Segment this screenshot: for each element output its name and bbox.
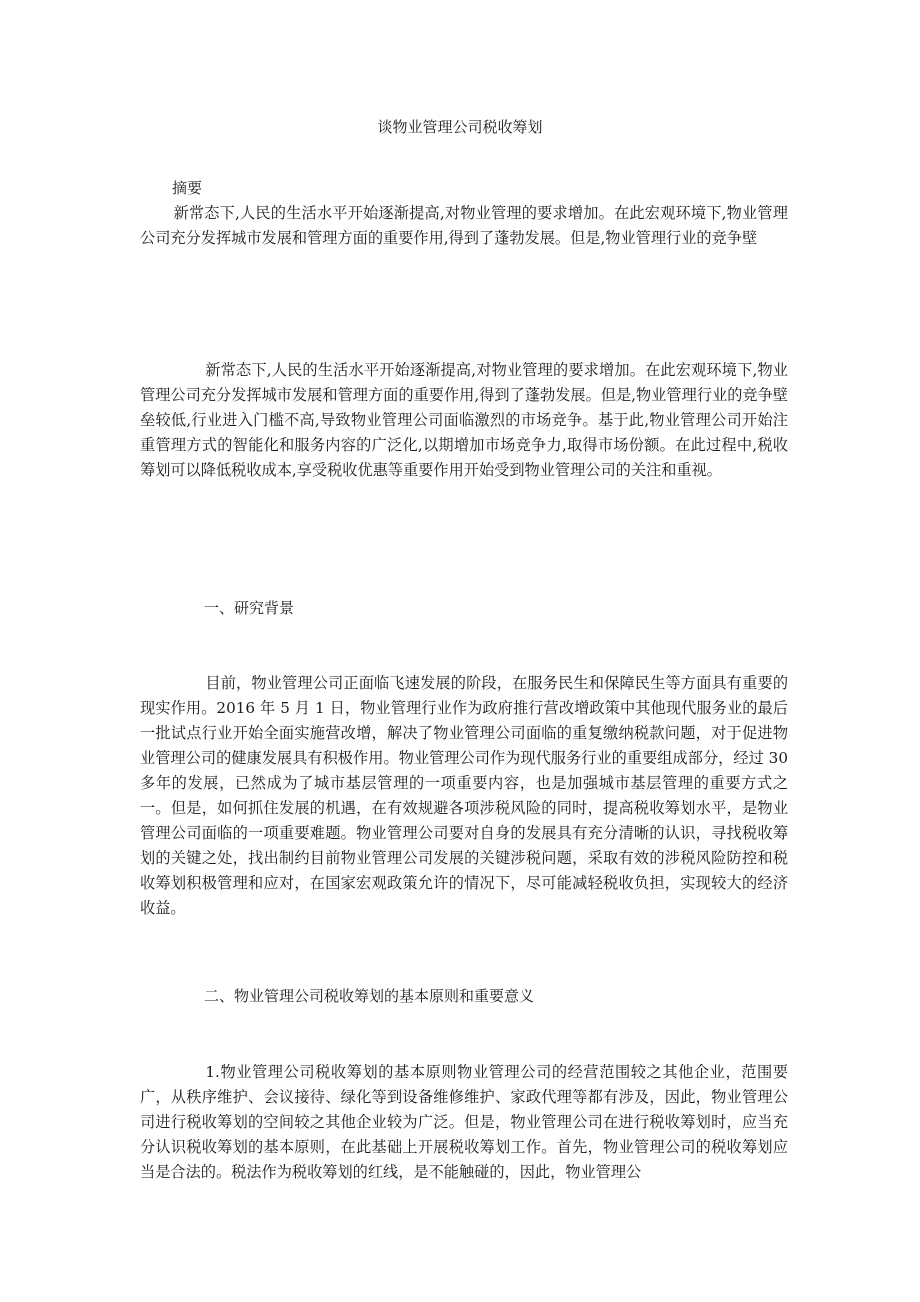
abstract-label: 摘要 — [172, 179, 203, 197]
intro-paragraph: 新常态下,人民的生活水平开始逐渐提高,对物业管理的要求增加。在此宏观环境下,物业管理公司充分发挥城市发展和管理方面的重要作用,得到了蓬勃发展。但是,物业管理行业的竞争壁垒较低,行业进入门槛不高,导致物业管理公司面临激烈的市场竞争。基于此,物业管理公司开始注重管理方式的智能化和服务内容的广泛化,以期增加市场竞争力,取得市场份额。在此过程中,税收筹划可以降低税收成本,享受税收优惠等重要作用开始受到物业管理公司的关注和重视。 — [140, 361, 788, 479]
section-heading-2: 二、物业管理公司税收筹划的基本原则和重要意义 — [204, 987, 535, 1005]
section-heading-1: 一、研究背景 — [204, 599, 295, 617]
section2-paragraph: 1.物业管理公司税收筹划的基本原则物业管理公司的经营范围较之其他企业，范围要广，从秩序维护、会议接待、绿化等到设备维修维护、家政代理等都有涉及，因此，物业管理公司进行税收筹划的空间较之其他企业较为广泛。但是，物业管理公司在进行税收筹划时，应当充分认识税收筹划的基本原则，在此基础上开展税收筹划工作。首先，物业管理公司的税收筹划应当是合法的。税法作为税收筹划的红线，是不能触碰的，因此，物业管理公 — [140, 1063, 788, 1181]
document-title: 谈物业管理公司税收筹划 — [377, 118, 543, 136]
abstract-text: 新常态下,人民的生活水平开始逐渐提高,对物业管理的要求增加。在此宏观环境下,物业管理公司充分发挥城市发展和管理方面的重要作用,得到了蓬勃发展。但是,物业管理行业的竞争壁 — [140, 204, 788, 247]
section1-paragraph: 目前，物业管理公司正面临飞速发展的阶段，在服务民生和保障民生等方面具有重要的现实作用。2016 年 5 月 1 日，物业管理行业作为政府推行营改增政策中其他现代服务业的最后一批试点行业开始全面实施营改增，解决了物业管理公司面临的重复缴纳税款问题，对于促进物业管理公司的健康发展具有积极作用。物业管理公司作为现代服务行业的重要组成部分，经过 30 多年的发展，已然成为了城市基层管理的一项重要内容，也是加强城市基层管理的重要方式之一。但是，如何抓住发展的机遇，在有效规避各项涉税风险的同时，提高税收筹划水平，是物业管理公司面临的一项重要难题。物业管理公司要对自身的发展具有充分清晰的认识，寻找税收筹划的关键之处，找出制约目前物业管理公司发展的关键涉税问题，采取有效的涉税风险防控和税收筹划积极管理和应对，在国家宏观政策允许的情况下，尽可能减轻税收负担，实现较大的经济收益。 — [140, 674, 788, 917]
